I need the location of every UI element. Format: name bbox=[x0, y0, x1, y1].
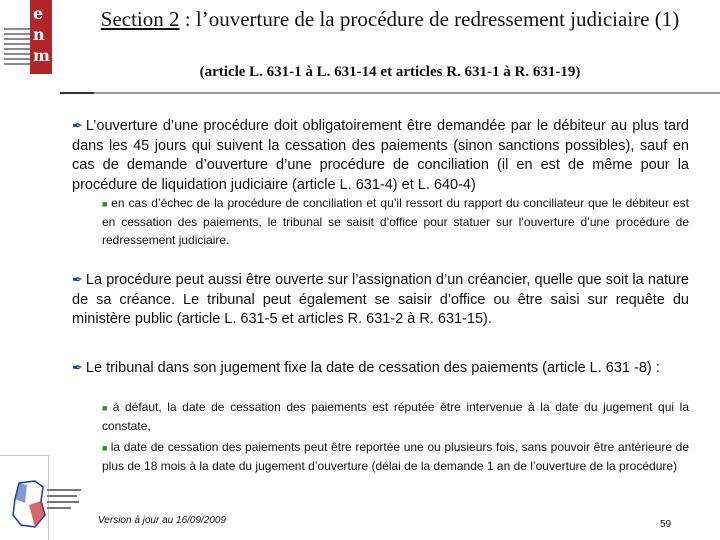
ministry-emblem-icon bbox=[5, 475, 85, 535]
pen-bullet-icon: ✒ bbox=[72, 118, 83, 133]
enm-logo bbox=[0, 0, 56, 74]
title-text: : l’ouverture de la procédure de redressement judiciaire (1) bbox=[179, 7, 680, 31]
paragraph-3-subitem-1 bbox=[102, 398, 689, 435]
paragraph-1-subitem-text: en cas d’échec de la procédure de conciliation et qu’il ressort du rapport du conciliateur que le débiteur est en cessation des paiements, le tribunal se saisit d’office pour statuer sur l’ouverture d’une procédure de redressement judiciaire. bbox=[102, 196, 689, 247]
paragraph-1 bbox=[72, 116, 689, 195]
paragraph-2-text: La procédure peut aussi être ouverte sur l’assignation d’un créancier, quelle que soit la nature de sa créance. Le tribunal peut également se saisir d’office ou être saisi sur requête du ministère public (article L. 631-5 et articles R. 631-2 à R. 631-15). bbox=[72, 272, 689, 327]
square-bullet-icon: ■ bbox=[102, 199, 109, 209]
paragraph-3-text: Le tribunal dans son jugement fixe la date de cessation des paiements (article L. 631 -8) : bbox=[85, 360, 660, 376]
version-date: Version à jour au 16/09/2009 bbox=[98, 515, 227, 526]
paragraph-1-text: L’ouverture d’une procédure doit obligatoirement être demandée par le débiteur au plus tard dans les 45 jours qui suivent la cessation des paiements (sinon sanctions possibles), sauf en cas de demande d’ouverture d’une procédure de conciliation (il en est de même pour la procédure de liquidation judiciaire (article L. 631-4) et L. 640-4) bbox=[72, 118, 689, 193]
corner-frame-line bbox=[0, 455, 48, 456]
title-divider bbox=[60, 92, 720, 94]
title-divider-accent bbox=[60, 92, 94, 94]
pen-bullet-icon: ✒ bbox=[72, 272, 83, 287]
logo-letter-e: e bbox=[33, 4, 44, 23]
paragraph-2 bbox=[72, 270, 689, 330]
paragraph-3-subitem-2-text: la date de cessation des paiements peut être reportée une ou plusieurs fois, sans pouvoir être antérieure de plus de 18 mois à la date du jugement d’ouverture (délai de la demande 1 an de l’ouverture de la procédure) bbox=[102, 440, 689, 473]
paragraph-3 bbox=[72, 358, 689, 379]
page-title bbox=[60, 6, 720, 33]
paragraph-3-subitem-1-text: à défaut, la date de cessation des paiements est réputée être intervenue à la date du jugement qui la constate, bbox=[102, 400, 690, 433]
title-section-label: Section 2 bbox=[100, 7, 180, 31]
paragraph-1-subitem bbox=[102, 194, 689, 249]
logo-letters-box bbox=[30, 0, 52, 74]
logo-stripes bbox=[4, 28, 32, 74]
logo-letter-n: n bbox=[33, 25, 45, 44]
pen-bullet-icon: ✒ bbox=[72, 360, 83, 375]
square-bullet-icon: ■ bbox=[102, 403, 110, 413]
square-bullet-icon: ■ bbox=[102, 443, 108, 453]
page-number: 59 bbox=[660, 519, 672, 530]
paragraph-3-subitem-2 bbox=[102, 438, 689, 475]
logo-letter-m: m bbox=[33, 46, 50, 65]
page-subtitle: (article L. 631-1 à L. 631-14 et articles R. 631-1 à R. 631-19) bbox=[199, 64, 581, 80]
